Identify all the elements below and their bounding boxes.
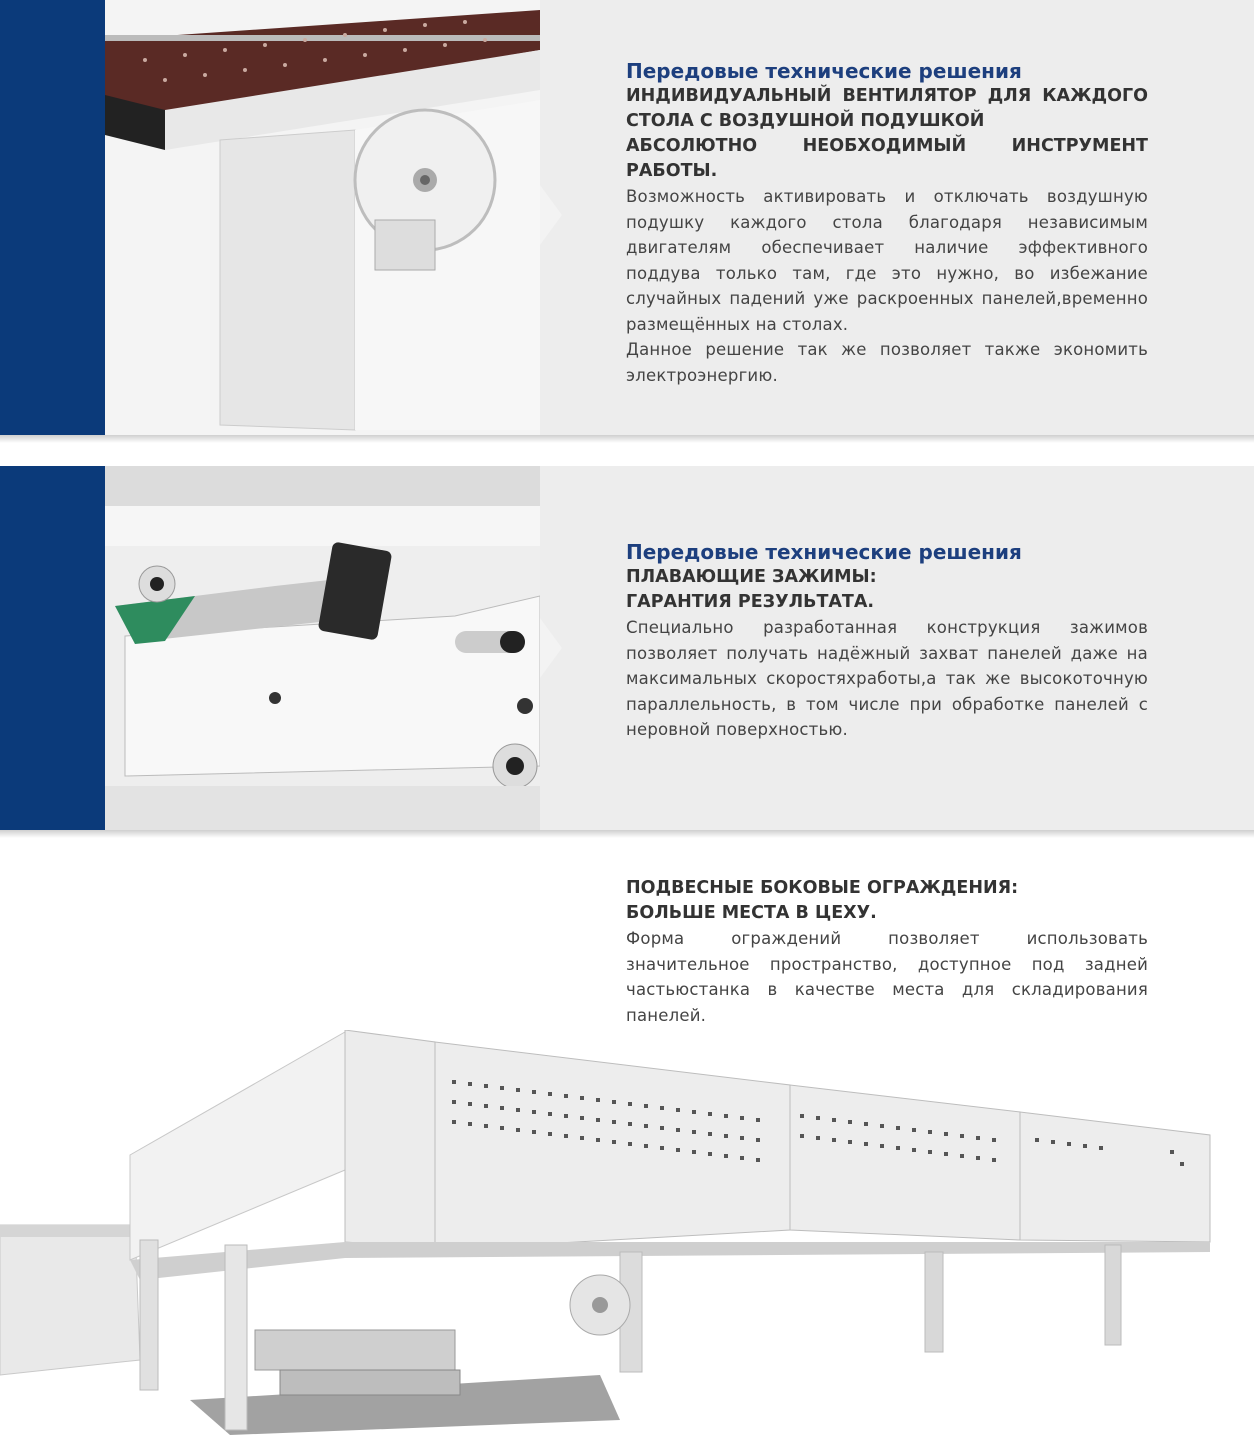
feature-text: [626, 539, 1148, 743]
section-divider: [0, 830, 1254, 838]
feature-section-air-cushion: [0, 0, 1254, 435]
feature-title: ПОДВЕСНЫЕ БОКОВЫЕ ОГРАЖДЕНИЯ:: [626, 878, 1019, 898]
feature-tagline: ГАРАНТИЯ РЕЗУЛЬТАТА.: [626, 592, 875, 612]
feature-section-floating-clamps: [0, 466, 1254, 830]
photo-pointer: [540, 618, 562, 678]
feature-title: ИНДИВИДУАЛЬНЫЙ ВЕНТИЛЯТОР ДЛЯ КАЖДОГО СТОЛА С ВОЗДУШНОЙ ПОДУШКОЙ: [626, 86, 1148, 131]
photo-pointer: [540, 185, 562, 245]
feature-note: Данное решение так же позволяет также экономить электроэнергию.: [626, 340, 1148, 385]
feature-description: Возможность активировать и отключать воздушную подушку каждого стола благодаря независимым двигателям обеспечивает наличие эффективного поддува только там, где это нужно, во избежание случайных падений уже раскроенных панелей,временно размещённых на столах.: [626, 187, 1148, 334]
air-cushion-table-photo: [105, 0, 540, 435]
section-heading: Передовые технические решения: [626, 59, 1022, 83]
side-guards-machine-photo: [0, 1030, 1254, 1437]
feature-tagline: БОЛЬШЕ МЕСТА В ЦЕХУ.: [626, 903, 877, 923]
feature-description: Форма ограждений позволяет использовать значительное пространство, доступное под задней частьюстанка в качестве места для складирования панелей.: [626, 929, 1148, 1025]
feature-title: ПЛАВАЮЩИЕ ЗАЖИМЫ:: [626, 567, 877, 587]
section-heading: Передовые технические решения: [626, 540, 1022, 564]
feature-tagline: АБСОЛЮТНО НЕОБХОДИМЫЙ ИНСТРУМЕНТ РАБОТЫ.: [626, 136, 1148, 181]
accent-bar: [0, 0, 105, 435]
feature-text-side-guards: [626, 876, 1148, 1028]
feature-description: Специально разработанная конструкция зажимов позволяет получать надёжный захват панелей даже на максимальных скоростяхработы,а так же высокоточную параллельность, в том числе при обработке панелей с неровной поверхностью.: [626, 618, 1148, 739]
accent-bar: [0, 466, 105, 830]
section-divider: [0, 435, 1254, 443]
floating-clamps-photo: [105, 466, 540, 830]
feature-text: [626, 58, 1148, 388]
